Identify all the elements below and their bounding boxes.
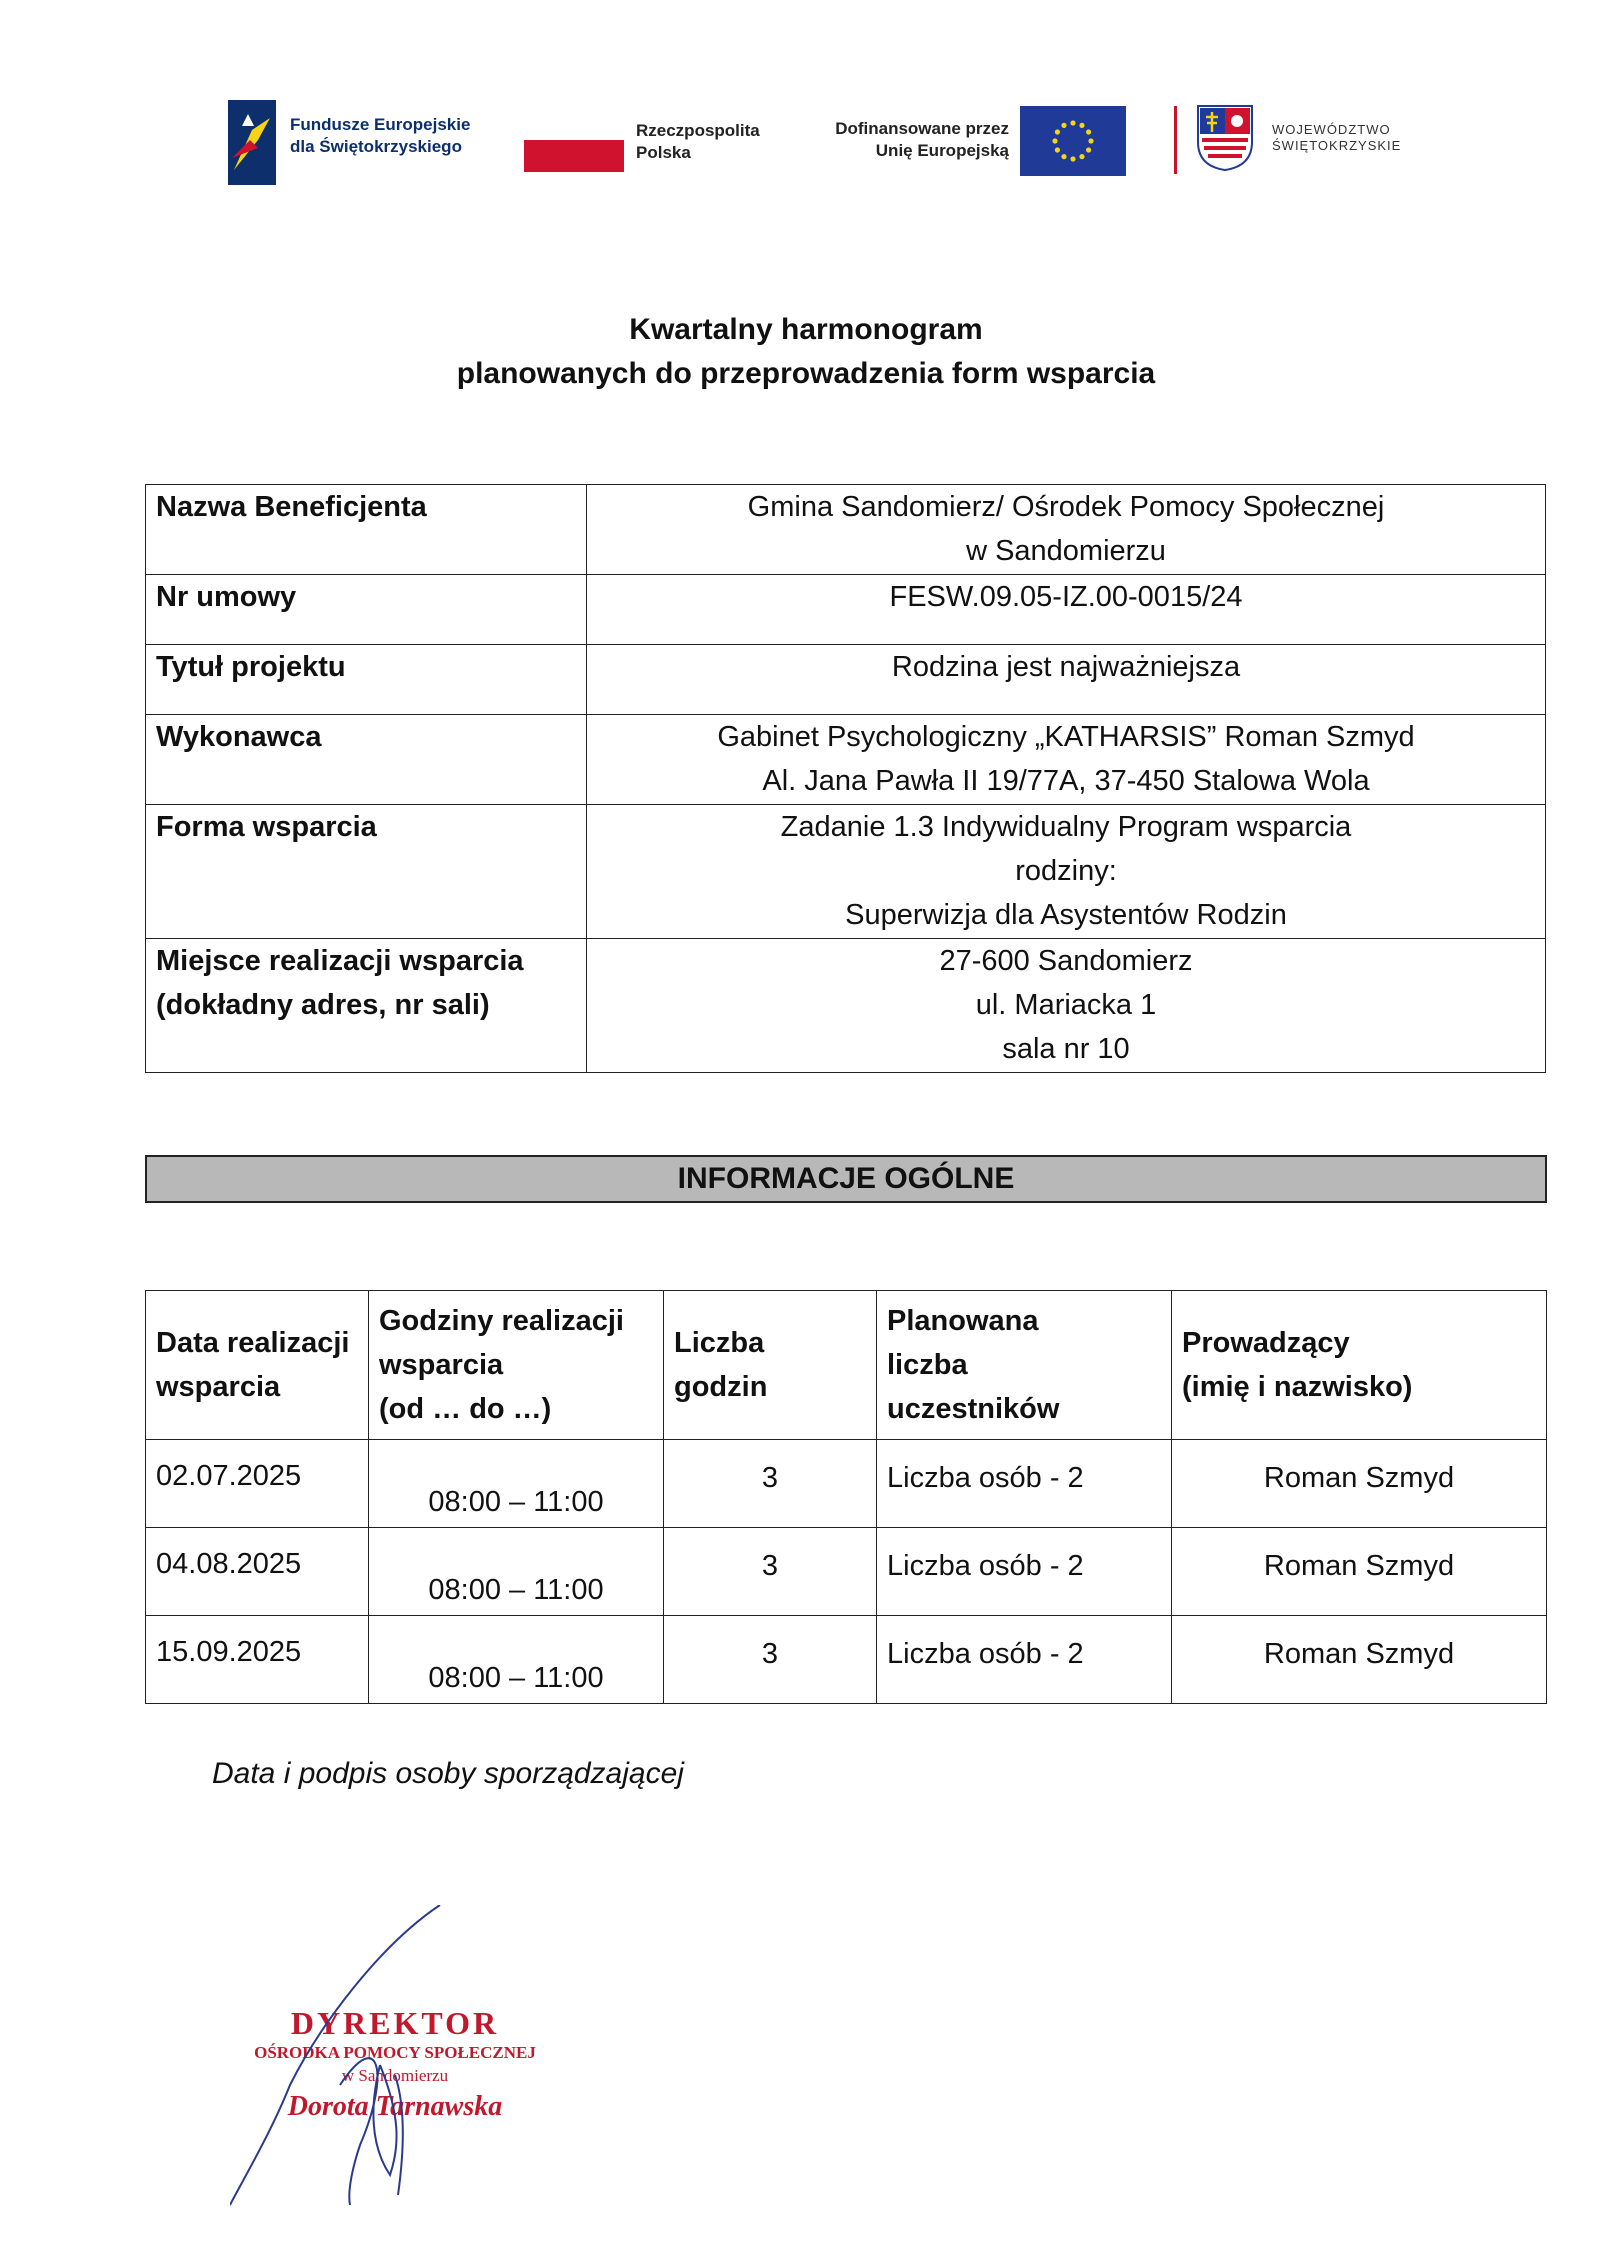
- info-value-line: Gmina Sandomierz/ Ośrodek Pomocy Społecznej: [747, 491, 1385, 523]
- cell-num-hours: 3: [664, 1440, 877, 1528]
- info-label-line: (dokładny adres, nr sali): [156, 989, 490, 1021]
- info-row-contractor: [146, 715, 1546, 805]
- eu-logo: [813, 106, 1123, 176]
- column-header-date: [146, 1291, 369, 1440]
- info-value-line: w Sandomierzu: [966, 535, 1166, 567]
- cell-num-hours: 3: [664, 1616, 877, 1704]
- section-title-bar: INFORMACJE OGÓLNE: [145, 1155, 1547, 1203]
- sw-logo-line1: WOJEWÓDZTWO: [1272, 122, 1391, 137]
- stamp-line3: w Sandomierzu: [341, 2066, 449, 2085]
- schedule-table: [145, 1290, 1547, 1704]
- header-line: liczba: [887, 1349, 968, 1381]
- info-value-line: Zadanie 1.3 Indywidualny Program wsparcia: [780, 811, 1352, 843]
- eu-flag-icon: [1020, 106, 1126, 176]
- info-row-project-title: [146, 645, 1546, 715]
- sw-logo-line2: ŚWIĘTOKRZYSKIE: [1272, 138, 1402, 153]
- fe-logo-text: [290, 114, 470, 158]
- info-value: [587, 715, 1546, 805]
- column-header-participants: [877, 1291, 1172, 1440]
- stamp-line2: OŚRODKA POMOCY SPOŁECZNEJ: [254, 2043, 536, 2062]
- swietokrzyskie-logo: [1196, 104, 1456, 176]
- cell-hours: 08:00 – 11:00: [369, 1440, 664, 1528]
- cell-participants: Liczba osób - 2: [877, 1528, 1172, 1616]
- header-line: (imię i nazwisko): [1182, 1371, 1413, 1403]
- logo-divider: [1174, 106, 1177, 174]
- rp-logo-line2: Polska: [636, 143, 691, 162]
- header-line: Prowadzący: [1182, 1327, 1350, 1359]
- info-value: [587, 939, 1546, 1073]
- info-value-line: rodziny:: [1015, 855, 1117, 887]
- info-label: [146, 939, 587, 1073]
- table-row: [146, 1616, 1547, 1704]
- info-row-support-form: [146, 805, 1546, 939]
- cell-leader: Roman Szmyd: [1172, 1528, 1547, 1616]
- info-value: [587, 575, 1546, 645]
- title-line1: Kwartalny harmonogram: [629, 313, 983, 346]
- stamp-line1: DYREKTOR: [290, 2005, 500, 2041]
- header-line: godzin: [674, 1371, 768, 1403]
- info-value-line: Gabinet Psychologiczny „KATHARSIS” Roman Szmyd: [717, 721, 1415, 753]
- fe-logo: [228, 100, 518, 185]
- schedule-header-row: [146, 1291, 1547, 1440]
- cell-leader: Roman Szmyd: [1172, 1440, 1547, 1528]
- handwritten-signature-icon: [230, 1905, 590, 2225]
- document-title: [0, 308, 1612, 396]
- logo-bar: [228, 100, 1478, 190]
- swietokrzyskie-text: [1272, 122, 1401, 154]
- info-value-line: 27-600 Sandomierz: [939, 945, 1193, 977]
- info-value: [587, 645, 1546, 715]
- rp-logo-line1: Rzeczpospolita: [636, 121, 760, 140]
- header-line: Liczba: [674, 1327, 765, 1359]
- fe-star-icon: [228, 100, 276, 185]
- header-line: Godziny realizacji: [379, 1305, 624, 1337]
- info-label: Wykonawca: [146, 715, 587, 805]
- info-label-line: Miejsce realizacji wsparcia: [156, 945, 524, 977]
- stamp-line4: Dorota Tarnawska: [287, 2091, 503, 2122]
- header-line: Planowana: [887, 1305, 1039, 1337]
- info-value: [587, 805, 1546, 939]
- fe-logo-line2: dla Świętokrzyskiego: [290, 137, 462, 156]
- rp-logo-text: [636, 120, 760, 164]
- cell-date: 02.07.2025: [146, 1440, 369, 1528]
- signature-label: Data i podpis osoby sporządzającej: [212, 1757, 684, 1790]
- project-info-table: [145, 484, 1546, 1073]
- header-line: (od … do …): [379, 1393, 552, 1425]
- info-label: Forma wsparcia: [146, 805, 587, 939]
- info-row-location: [146, 939, 1546, 1073]
- eu-logo-text: [813, 118, 1009, 162]
- header-line: Data realizacji: [156, 1327, 350, 1359]
- info-label: Tytuł projektu: [146, 645, 587, 715]
- title-line2: planowanych do przeprowadzenia form wsparcia: [456, 357, 1156, 390]
- table-row: [146, 1440, 1547, 1528]
- info-value-line: ul. Mariacka 1: [975, 989, 1157, 1021]
- fe-logo-line1: Fundusze Europejskie: [290, 115, 471, 134]
- rp-logo: [524, 120, 784, 190]
- cell-date: 15.09.2025: [146, 1616, 369, 1704]
- info-value-line: FESW.09.05-IZ.00-0015/24: [889, 581, 1243, 613]
- info-value-line: Rodzina jest najważniejsza: [891, 651, 1241, 683]
- info-value-line: Superwizja dla Asystentów Rodzin: [845, 899, 1287, 931]
- info-label: Nr umowy: [146, 575, 587, 645]
- cell-hours: 08:00 – 11:00: [369, 1528, 664, 1616]
- header-line: wsparcia: [379, 1349, 504, 1381]
- cell-leader: Roman Szmyd: [1172, 1616, 1547, 1704]
- eu-logo-line2: Unię Europejską: [875, 141, 1009, 160]
- eu-logo-line1: Dofinansowane przez: [835, 119, 1009, 138]
- header-line: wsparcia: [156, 1371, 281, 1403]
- header-line: uczestników: [887, 1393, 1060, 1425]
- eu-stars-icon: [1020, 106, 1126, 176]
- polish-flag-icon: [524, 140, 624, 172]
- cell-date: 04.08.2025: [146, 1528, 369, 1616]
- cell-participants: Liczba osób - 2: [877, 1616, 1172, 1704]
- coat-of-arms-icon: [1196, 104, 1254, 172]
- info-row-beneficiary: [146, 485, 1546, 575]
- info-value-line: Al. Jana Pawła II 19/77A, 37-450 Stalowa Wola: [762, 765, 1370, 797]
- table-row: [146, 1528, 1547, 1616]
- column-header-num-hours: [664, 1291, 877, 1440]
- cell-num-hours: 3: [664, 1528, 877, 1616]
- cell-hours: 08:00 – 11:00: [369, 1616, 664, 1704]
- info-label: Nazwa Beneficjenta: [146, 485, 587, 575]
- cell-participants: Liczba osób - 2: [877, 1440, 1172, 1528]
- info-value: [587, 485, 1546, 575]
- director-stamp: [230, 1905, 590, 2225]
- info-value-line: sala nr 10: [1002, 1033, 1130, 1065]
- column-header-hours: [369, 1291, 664, 1440]
- info-row-contract: [146, 575, 1546, 645]
- column-header-leader: [1172, 1291, 1547, 1440]
